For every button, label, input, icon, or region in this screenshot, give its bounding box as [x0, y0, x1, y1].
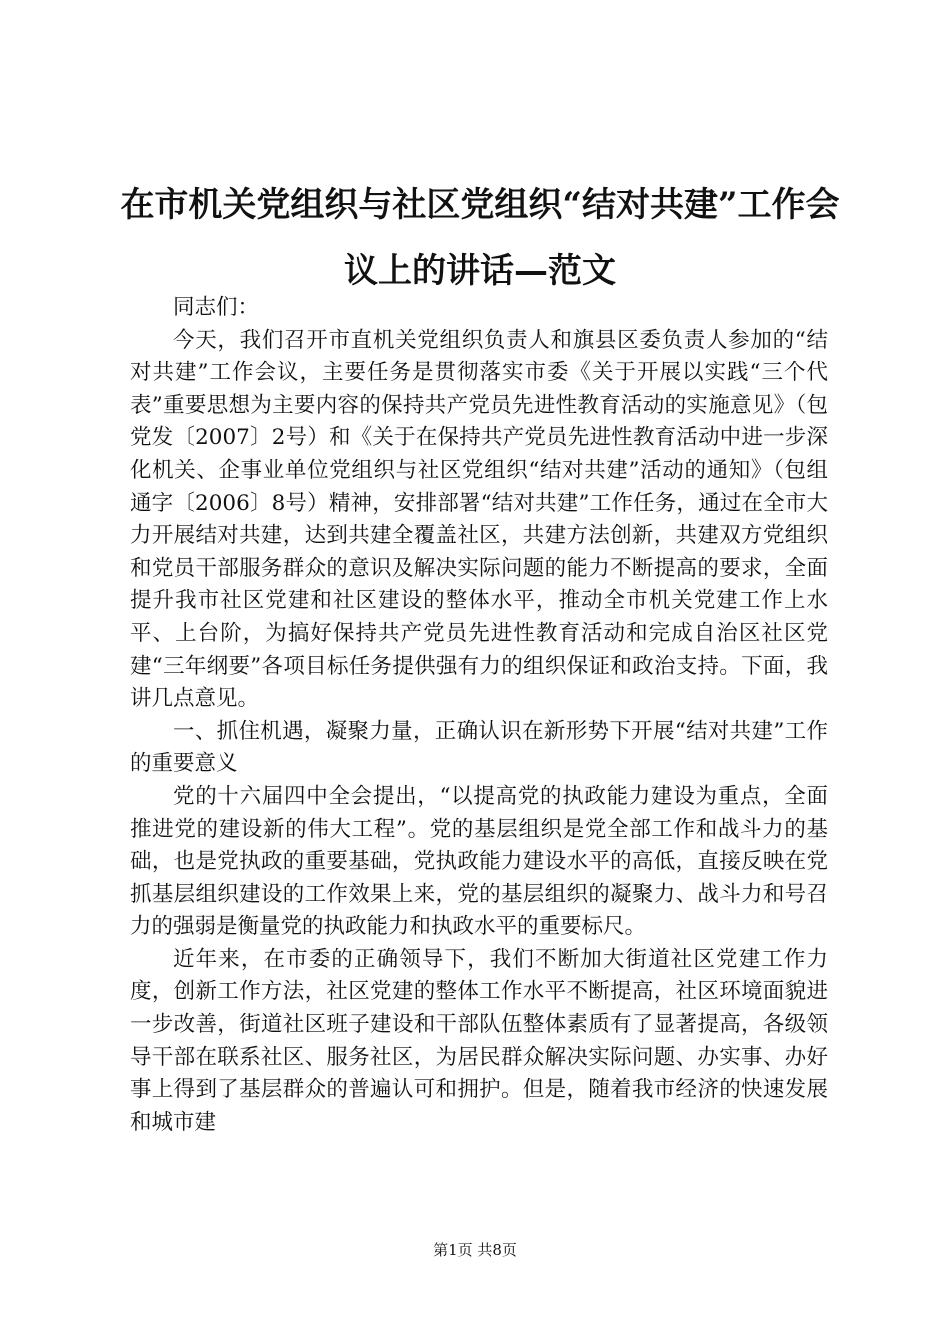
body-paragraph: 近年来，在市委的正确领导下，我们不断加大街道社区党建工作力度，创新工作方法，社区党建的整体工作水平不断提高，社区环境面貌进一步改善，街道社区班子建设和干部队伍整体素质有了显著提高，各级领导干部在联系社区、服务社区，为居民群众解决实际问题、办实事、办好事上得到了基层群众的普遍认可和拥护。但是，随着我市经济的快速发展和城市建 [130, 946, 828, 1135]
body-paragraph: 党的十六届四中全会提出，“以提高党的执政能力建设为重点，全面推进党的建设新的伟大工程”。党的基层组织是党全部工作和战斗力的基础，也是党执政的重要基础，党执政能力建设水平的高低，直接反映在党抓基层组织建设的工作效果上来，党的基层组织的凝聚力、战斗力和号召力的强弱是衡量党的执政能力和执政水平的重要标尺。 [130, 783, 828, 940]
body-paragraph: 今天，我们召开市直机关党组织负责人和旗县区委负责人参加的“结对共建”工作会议，主要任务是贯彻落实市委《关于开展以实践“三个代表”重要思想为主要内容的保持共产党员先进性教育活动的实施意见》（包党发〔2007〕2号）和《关于在保持共产党员先进性教育活动中进一步深化机关、企事业单位党组织与社区党组织“结对共建”活动的通知》（包组通字〔2006〕8号）精神，安排部署“结对共建”工作任务，通过在全市大力开展结对共建，达到共建全覆盖社区，共建方法创新，共建双方党组织和党员干部服务群众的意识及解决实际问题的能力不断提高的要求，全面提升我市社区党建和社区建设的整体水平，推动全市机关党建工作上水平、上台阶，为搞好保持共产党员先进性教育活动和完成自治区社区党建“三年纲要”各项目标任务提供强有力的组织保证和政治支持。下面，我讲几点意见。 [130, 327, 828, 712]
document-title: 在市机关党组织与社区党组织“结对共建”工作会议上的讲话—范文 [120, 185, 840, 291]
section-heading: 一、抓住机遇，凝聚力量，正确认识在新形势下开展“结对共建”工作的重要意义 [130, 718, 828, 777]
page-number-footer: 第1页 共8页 [433, 1241, 517, 1259]
document-body [130, 292, 828, 1139]
salutation-paragraph: 同志们： [173, 295, 260, 320]
